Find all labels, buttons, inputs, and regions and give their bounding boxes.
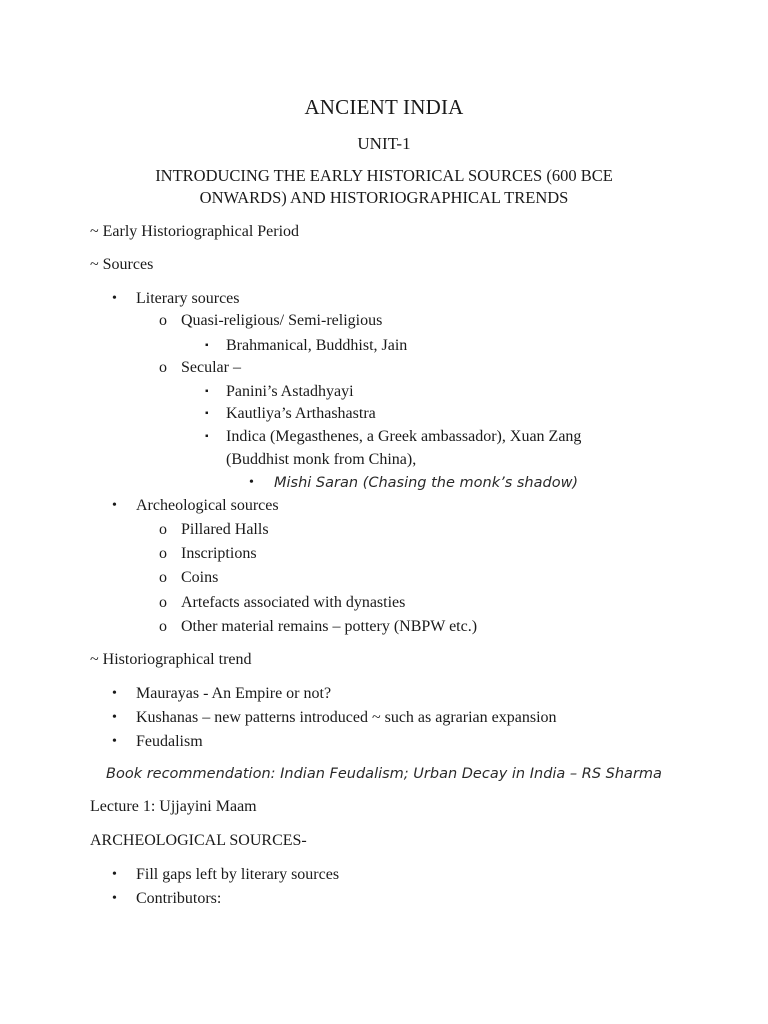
intro-heading-line-1: INTRODUCING THE EARLY HISTORICAL SOURCES (600 BCE [155,166,613,185]
list-item-literary-sources: Literary sources [136,290,240,307]
bullet-disc-icon: • [112,498,117,513]
book-recommendation: Book recommendation: Indian Feudalism; Urban Decay in India – RS Sharma [106,766,662,782]
bullet-disc-icon: • [112,686,117,701]
bullet-square-icon: ▪ [205,386,209,397]
list-item-indica-line-2: (Buddhist monk from China), [226,451,417,468]
bullet-circle-icon: o [159,569,167,586]
list-item-final: Contributors: [136,890,222,907]
bullet-disc-icon: • [112,734,117,749]
bullet-disc-icon: • [112,291,117,306]
bullet-disc-icon: • [112,891,117,906]
unit-heading: UNIT-1 [357,134,411,153]
bullet-circle-icon: o [159,594,167,611]
list-item-indica-line-1: Indica (Megasthenes, a Greek ambassador), Xuan Zang [226,428,582,445]
section-historiographical-trend: ~ Historiographical trend [90,651,252,668]
bullet-circle-icon: o [159,312,167,329]
lecture-heading: Lecture 1: Ujjayini Maam [90,798,257,815]
list-item-trend: Maurayas - An Empire or not? [136,685,332,702]
list-item-trend: Kushanas – new patterns introduced ~ such as agrarian expansion [136,709,557,726]
list-item-secular: Secular – [181,359,241,376]
bullet-square-icon: ▪ [205,431,209,442]
bullet-circle-icon: o [159,359,167,376]
section-early-period: ~ Early Historiographical Period [90,223,300,240]
list-item-panini: Panini’s Astadhyayi [226,383,354,400]
list-item-brahmanical: Brahmanical, Buddhist, Jain [226,337,408,354]
list-item-quasi-religious: Quasi-religious/ Semi-religious [181,312,383,329]
bullet-circle-icon: o [159,618,167,635]
bullet-circle-icon: o [159,521,167,538]
list-item-kautliya: Kautliya’s Arthashastra [226,405,376,422]
list-item-final: Fill gaps left by literary sources [136,866,340,883]
list-item-archeological-sources: Archeological sources [136,497,279,514]
list-item-mishi-saran: Mishi Saran (Chasing the monk’s shadow) [274,475,579,491]
list-item-arch: Pillared Halls [181,521,269,538]
list-item-arch: Artefacts associated with dynasties [181,594,406,611]
document-title: ANCIENT INDIA [304,95,464,119]
list-item-arch: Inscriptions [181,545,257,562]
list-item-arch: Coins [181,569,219,586]
archeological-sources-heading: ARCHEOLOGICAL SOURCES- [90,832,307,849]
bullet-square-icon: ▪ [205,408,209,419]
bullet-disc-icon: • [249,475,254,490]
section-sources: ~ Sources [90,256,154,273]
bullet-disc-icon: • [112,710,117,725]
list-item-trend: Feudalism [136,733,203,750]
bullet-circle-icon: o [159,545,167,562]
intro-heading-line-2: ONWARDS) AND HISTORIOGRAPHICAL TRENDS [199,188,569,207]
bullet-square-icon: ▪ [205,340,209,351]
list-item-arch: Other material remains – pottery (NBPW etc.) [181,618,478,635]
bullet-disc-icon: • [112,867,117,882]
